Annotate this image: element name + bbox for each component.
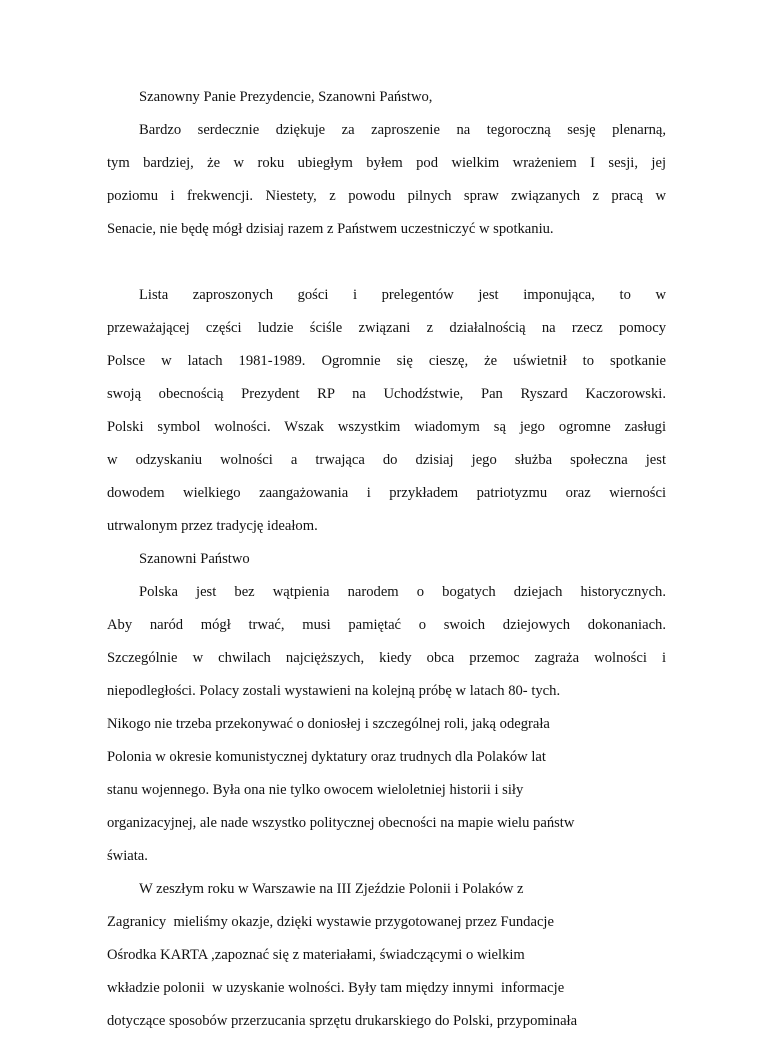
blank-line [107, 249, 666, 282]
text-line: niepodległości. Polacy zostali wystawieni na kolejną próbę w latach 80- tych. [107, 683, 561, 699]
text-line: wkładzie polonii w uzyskanie wolności. Były tam między innymi informacje [107, 980, 565, 996]
text-line: swoją obecnością Prezydent RP na Uchodźstwie, Pan Ryszard Kaczorowski. [107, 386, 666, 402]
text-line: Senacie, nie będę mógł dzisiaj razem z Państwem uczestniczyć w spotkaniu. [107, 221, 554, 237]
text-line: W zeszłym roku w Warszawie na III Zjeździe Polonii i Polaków z [139, 881, 524, 897]
text-line: dotyczące sposobów przerzucania sprzętu drukarskiego do Polski, przypominała [107, 1013, 578, 1029]
text-line: organizacyjnej, ale nade wszystko politycznej obecności na mapie wielu państw [107, 815, 575, 831]
text-line: Polsce w latach 1981-1989. Ogromnie się cieszę, że uświetnił to spotkanie [107, 353, 666, 369]
text-line: przeważającej części ludzie ściśle związani z działalnością na rzecz pomocy [107, 320, 666, 336]
text-line: Ośrodka KARTA ,zapoznać się z materiałami, świadczącymi o wielkim [107, 947, 525, 963]
text-line: Polski symbol wolności. Wszak wszystkim wiadomym są jego ogromne zasługi [107, 419, 666, 435]
text-line: Szanowni Państwo [139, 551, 250, 567]
text-line: stanu wojennego. Była ona nie tylko owocem wieloletniej historii i siły [107, 782, 524, 798]
text-line: Aby naród mógł trwać, musi pamiętać o swoich dziejowych dokonaniach. [107, 617, 666, 633]
document-page-body [107, 84, 666, 1041]
text-line: dowodem wielkiego zaangażowania i przykładem patriotyzmu oraz wierności [107, 485, 666, 501]
text-line: Lista zaproszonych gości i prelegentów jest imponująca, to w [139, 287, 666, 303]
text-line: tym bardziej, że w roku ubiegłym byłem pod wielkim wrażeniem I sesji, jej [107, 155, 666, 171]
text-line: Szczególnie w chwilach najcięższych, kiedy obca przemoc zagraża wolności i [107, 650, 666, 666]
text-line: Szanowny Panie Prezydencie, Szanowni Państwo, [139, 89, 433, 105]
text-line: Polonia w okresie komunistycznej dyktatury oraz trudnych dla Polaków lat [107, 749, 546, 765]
text-line: w odzyskaniu wolności a trwająca do dzisiaj jego służba społeczna jest [107, 452, 666, 468]
text-line: świata. [107, 848, 148, 864]
text-line: utrwalonym przez tradycję ideałom. [107, 518, 318, 534]
text-line: Nikogo nie trzeba przekonywać o doniosłej i szczególnej roli, jaką odegrała [107, 716, 550, 732]
text-line: Polska jest bez wątpienia narodem o bogatych dziejach historycznych. [139, 584, 666, 600]
text-line: poziomu i frekwencji. Niestety, z powodu pilnych spraw związanych z pracą w [107, 188, 666, 204]
text-line: Zagranicy mieliśmy okazje, dzięki wystawie przygotowanej przez Fundacje [107, 914, 554, 930]
text-line: Bardzo serdecznie dziękuje za zaproszenie na tegoroczną sesję plenarną, [139, 122, 666, 138]
